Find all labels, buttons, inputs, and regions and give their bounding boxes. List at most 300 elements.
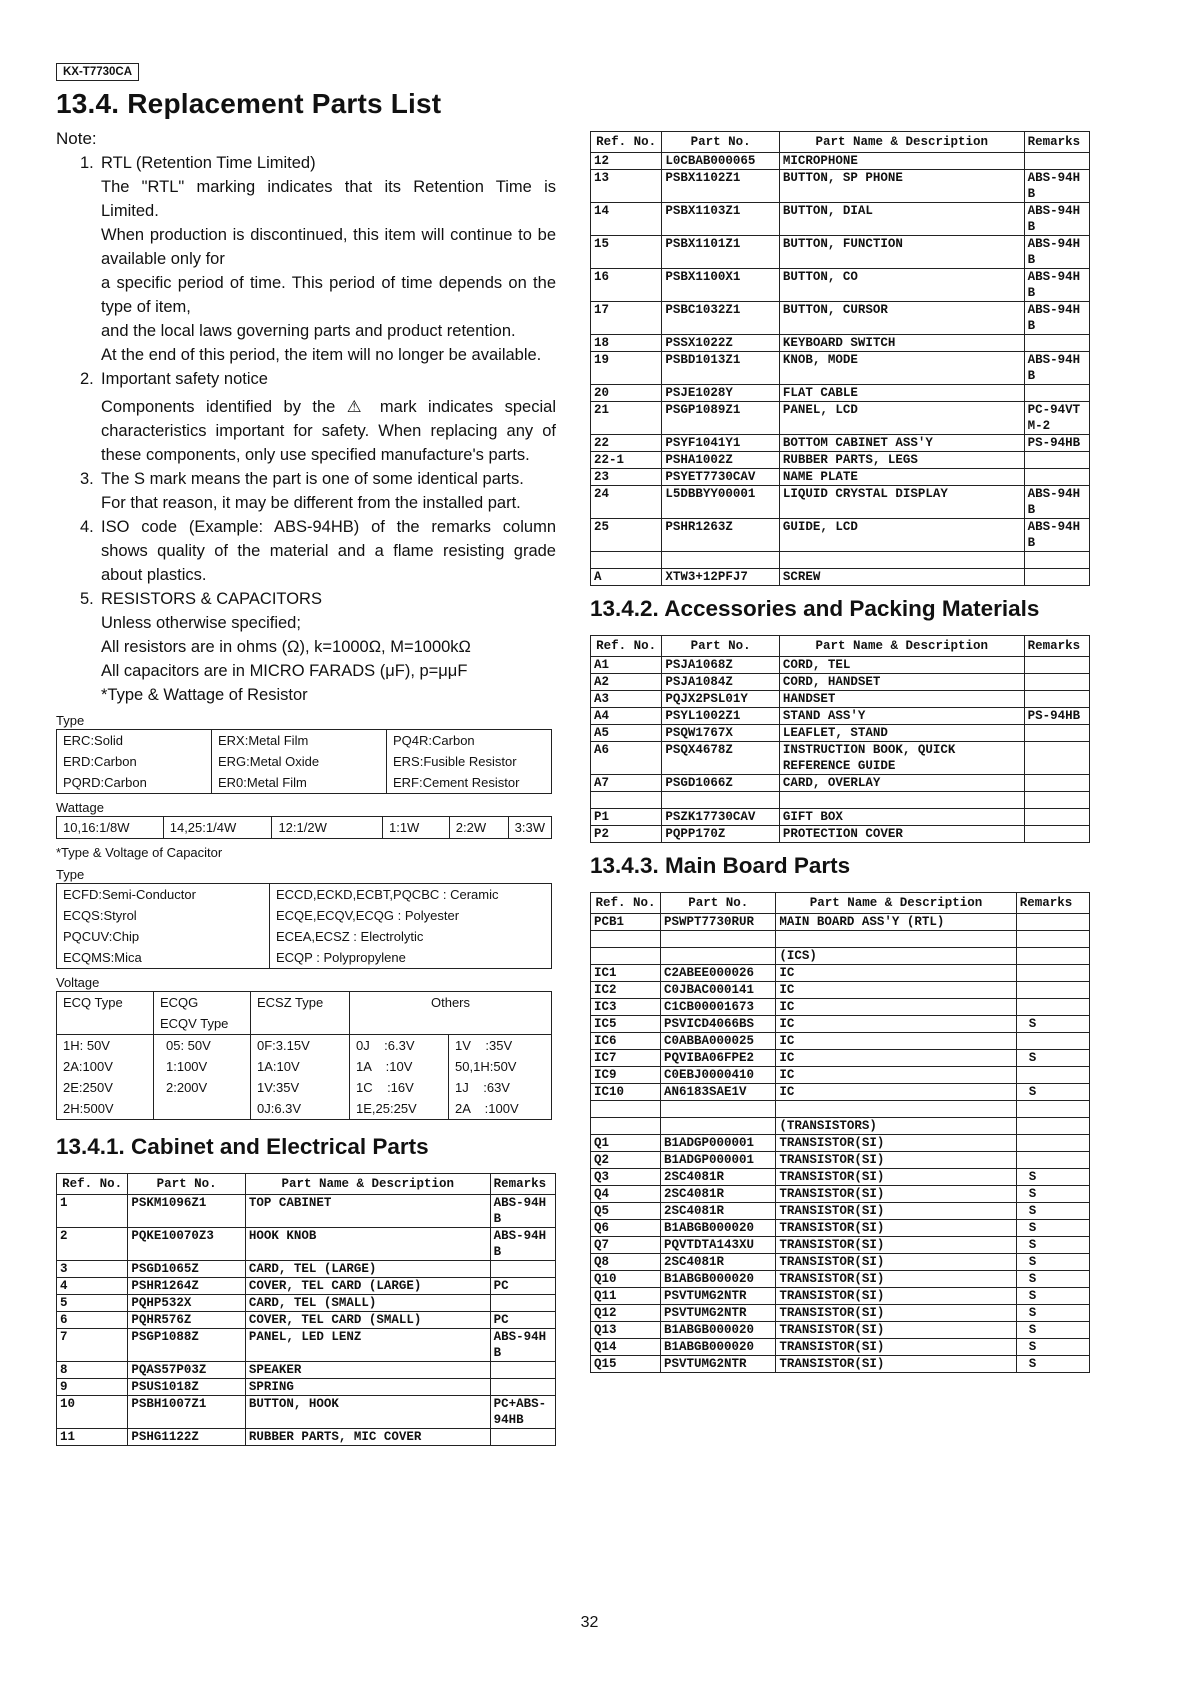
table-cell: A5 <box>591 725 662 742</box>
table-cell <box>591 792 662 809</box>
voltage-cell: 0F:3.15V <box>251 1035 350 1057</box>
table-row <box>591 931 1090 948</box>
table-row <box>591 170 1090 203</box>
table-cell: TRANSISTOR(SI) <box>776 1305 1016 1322</box>
column-header: Part Name & Description <box>245 1174 490 1195</box>
table-cell: L5DBBYY00001 <box>662 486 779 519</box>
model-tag: KX-T7730CA <box>56 63 139 81</box>
table-cell <box>1024 775 1089 792</box>
table-cell: MAIN BOARD ASS'Y (RTL) <box>776 914 1016 931</box>
table-row <box>591 914 1090 931</box>
column-header: Part No. <box>128 1174 245 1195</box>
table-cell: S <box>1016 1322 1089 1339</box>
cabinet-parts-table <box>56 1173 556 1446</box>
table-cell: KEYBOARD SWITCH <box>779 335 1024 352</box>
table-cell: PSGP1088Z <box>128 1329 245 1362</box>
table-cell: PQJX2PSL01Y <box>662 691 779 708</box>
legend-row <box>57 730 552 752</box>
table-cell: ABS-94HB <box>1024 269 1089 302</box>
table-cell <box>1024 569 1089 586</box>
table-cell <box>1016 1118 1089 1135</box>
table-cell: 18 <box>591 335 662 352</box>
table-header-row <box>591 636 1090 657</box>
table-cell: Q7 <box>591 1237 661 1254</box>
table-cell: PSGD1066Z <box>662 775 779 792</box>
table-cell <box>591 1118 661 1135</box>
table-cell: MICROPHONE <box>779 153 1024 170</box>
table-cell: A1 <box>591 657 662 674</box>
table-cell: BUTTON, CURSOR <box>779 302 1024 335</box>
table-cell: PS-94HB <box>1024 435 1089 452</box>
table-cell: PSJE1028Y <box>662 385 779 402</box>
table-row <box>591 1254 1090 1271</box>
page-number: 32 <box>580 1614 599 1631</box>
voltage-cell: 1V :35V <box>449 1035 552 1057</box>
column-header: Part Name & Description <box>779 132 1024 153</box>
note-paragraph: a specific period of time. This period of time depends on the type of item, <box>101 274 556 316</box>
table-cell: PSZK17730CAV <box>662 809 779 826</box>
table-cell <box>776 931 1016 948</box>
table-cell: 24 <box>591 486 662 519</box>
table-cell <box>1024 335 1089 352</box>
table-cell: SPEAKER <box>245 1362 490 1379</box>
voltage-cell: 1A :10V <box>350 1056 449 1077</box>
table-cell <box>1024 452 1089 469</box>
table-cell: TRANSISTOR(SI) <box>776 1356 1016 1373</box>
note-paragraph: The "RTL" marking indicates that its Retention Time is Limited. <box>101 178 556 220</box>
table-row <box>591 1016 1090 1033</box>
table-row <box>57 1295 556 1312</box>
note-item <box>56 515 556 587</box>
wattage-cell: 12:1/2W <box>272 817 383 839</box>
table-cell: B1ABGB000020 <box>661 1220 776 1237</box>
resistor-type-table <box>56 729 552 794</box>
table-row <box>591 402 1090 435</box>
note-item <box>56 587 556 707</box>
table-row <box>591 691 1090 708</box>
table-row <box>591 236 1090 269</box>
table-cell <box>779 552 1024 569</box>
table-cell: PQPP170Z <box>662 826 779 843</box>
resistor-wattage-label: Wattage <box>56 800 104 815</box>
table-cell: BUTTON, CO <box>779 269 1024 302</box>
table-cell: S <box>1016 1220 1089 1237</box>
mainboard-parts-table <box>590 892 1090 1373</box>
table-row <box>591 569 1090 586</box>
table-row <box>591 1305 1090 1322</box>
table-cell: IC <box>776 982 1016 999</box>
voltage-cell: 1:100V <box>154 1056 251 1077</box>
table-cell: Q10 <box>591 1271 661 1288</box>
table-cell: TRANSISTOR(SI) <box>776 1322 1016 1339</box>
table-row <box>57 1312 556 1329</box>
table-cell: S <box>1016 1050 1089 1067</box>
table-cell: CARD, TEL (SMALL) <box>245 1295 490 1312</box>
legend-cell: ECFD:Semi-Conductor <box>63 887 196 902</box>
table-cell: PSJA1084Z <box>662 674 779 691</box>
table-cell: PC+ABS-94HB <box>490 1396 555 1429</box>
table-row <box>591 742 1090 775</box>
table-cell: S <box>1016 1254 1089 1271</box>
table-cell: Q1 <box>591 1135 661 1152</box>
table-cell: PQHR576Z <box>128 1312 245 1329</box>
table-cell: 4 <box>57 1278 128 1295</box>
table-row <box>591 1356 1090 1373</box>
voltage-cell: 2H:500V <box>63 1101 114 1116</box>
note-paragraph: RTL (Retention Time Limited) <box>101 154 316 172</box>
table-cell: FLAT CABLE <box>779 385 1024 402</box>
table-cell <box>1024 469 1089 486</box>
table-cell: A <box>591 569 662 586</box>
table-row <box>591 469 1090 486</box>
table-cell: BOTTOM CABINET ASS'Y <box>779 435 1024 452</box>
table-cell: RUBBER PARTS, LEGS <box>779 452 1024 469</box>
legend-cell: ERG:Metal Oxide <box>212 751 387 772</box>
table-row <box>591 385 1090 402</box>
table-cell: PSYF1041Y1 <box>662 435 779 452</box>
table-cell: Q15 <box>591 1356 661 1373</box>
table-cell <box>662 792 779 809</box>
wattage-cell: 10,16:1/8W <box>57 817 164 839</box>
legend-row <box>57 905 552 926</box>
voltage-cell: 2A :100V <box>449 1098 552 1120</box>
column-header: Part No. <box>661 893 776 914</box>
legend-cell: PQ4R:Carbon <box>387 730 552 752</box>
table-cell: C1CB00001673 <box>661 999 776 1016</box>
table-cell: PSKM1096Z1 <box>128 1195 245 1228</box>
table-row <box>591 708 1090 725</box>
voltage-header <box>154 992 251 1035</box>
table-cell: GIFT BOX <box>779 809 1024 826</box>
table-cell: TOP CABINET <box>245 1195 490 1228</box>
table-cell: Q6 <box>591 1220 661 1237</box>
table-cell: 19 <box>591 352 662 385</box>
table-row <box>591 1084 1090 1101</box>
note-paragraph: The S mark means the part is one of some identical parts. <box>101 470 524 488</box>
table-cell: 2SC4081R <box>661 1254 776 1271</box>
table-row <box>591 1203 1090 1220</box>
table-row <box>591 1135 1090 1152</box>
table-cell: BUTTON, SP PHONE <box>779 170 1024 203</box>
table-cell: A7 <box>591 775 662 792</box>
table-cell: PS-94HB <box>1024 708 1089 725</box>
left-column <box>56 127 556 1446</box>
capacitor-voltage-label: Voltage <box>56 975 100 990</box>
note-item <box>56 467 556 515</box>
legend-cell: ERF:Cement Resistor <box>387 772 552 794</box>
table-row <box>591 674 1090 691</box>
table-cell <box>1024 742 1089 775</box>
legend-cell: ECQP : Polypropylene <box>270 947 552 969</box>
table-cell: AN6183SAE1V <box>661 1084 776 1101</box>
note-paragraph: Important safety notice <box>101 370 268 388</box>
table-cell: SPRING <box>245 1379 490 1396</box>
legend-cell: ECQS:Styrol <box>63 908 137 923</box>
legend-row <box>57 817 552 839</box>
table-row <box>57 1329 556 1362</box>
table-cell: C0JBAC000141 <box>661 982 776 999</box>
table-cell <box>1016 1033 1089 1050</box>
table-cell: PSQX4678Z <box>662 742 779 775</box>
table-row <box>591 948 1090 965</box>
table-cell: Q8 <box>591 1254 661 1271</box>
table-row <box>57 1396 556 1429</box>
table-row <box>591 1067 1090 1084</box>
table-row <box>591 486 1090 519</box>
table-row <box>591 435 1090 452</box>
note-item <box>56 367 556 467</box>
table-cell: PSVICD4066BS <box>661 1016 776 1033</box>
note-number: 1. <box>80 154 94 172</box>
table-cell <box>661 1118 776 1135</box>
table-row <box>591 999 1090 1016</box>
table-row <box>591 1237 1090 1254</box>
table-header-row <box>57 1174 556 1195</box>
table-cell: B1ADGP000001 <box>661 1152 776 1169</box>
table-cell: B1ADGP000001 <box>661 1135 776 1152</box>
table-cell <box>1016 914 1089 931</box>
note-item <box>56 151 556 367</box>
legend-cell: ECQE,ECQV,ECQG : Polyester <box>270 905 552 926</box>
table-cell: PQKE10070Z3 <box>128 1228 245 1261</box>
table-cell: PSYET7730CAV <box>662 469 779 486</box>
table-cell: L0CBAB000065 <box>662 153 779 170</box>
table-cell: ABS-94HB <box>490 1228 555 1261</box>
table-cell: XTW3+12PFJ7 <box>662 569 779 586</box>
table-cell: IC <box>776 1016 1016 1033</box>
table-cell: IC6 <box>591 1033 661 1050</box>
table-cell: Q13 <box>591 1322 661 1339</box>
table-cell: C0ABBA000025 <box>661 1033 776 1050</box>
table-cell <box>779 792 1024 809</box>
table-cell: IC <box>776 1050 1016 1067</box>
table-cell: TRANSISTOR(SI) <box>776 1288 1016 1305</box>
table-cell: PCB1 <box>591 914 661 931</box>
table-cell: PQVTDTA143XU <box>661 1237 776 1254</box>
table-row <box>591 452 1090 469</box>
table-cell: TRANSISTOR(SI) <box>776 1152 1016 1169</box>
note-paragraph: Components identified by the ⚠ mark indicates special characteristics important for safety. When replacing any of these components, only use specified manufacture's parts. <box>101 398 556 464</box>
table-cell: (TRANSISTORS) <box>776 1118 1016 1135</box>
table-cell: LEAFLET, STAND <box>779 725 1024 742</box>
table-cell: 17 <box>591 302 662 335</box>
note-paragraph: RESISTORS & CAPACITORS <box>101 590 322 608</box>
table-cell <box>776 1101 1016 1118</box>
table-cell: COVER, TEL CARD (LARGE) <box>245 1278 490 1295</box>
voltage-cell: 50,1H:50V <box>449 1056 552 1077</box>
table-cell <box>591 931 661 948</box>
table-cell: GUIDE, LCD <box>779 519 1024 552</box>
table-cell <box>1016 982 1089 999</box>
table-cell: C0EBJ0000410 <box>661 1067 776 1084</box>
table-cell <box>490 1379 555 1396</box>
table-cell: IC3 <box>591 999 661 1016</box>
table-cell: IC9 <box>591 1067 661 1084</box>
table-cell: 7 <box>57 1329 128 1362</box>
table-cell: B1ABGB000020 <box>661 1339 776 1356</box>
table-row <box>591 1322 1090 1339</box>
column-header: Remarks <box>1016 893 1089 914</box>
table-cell: PSHR1263Z <box>662 519 779 552</box>
table-cell: PQAS57P03Z <box>128 1362 245 1379</box>
capacitor-type-table <box>56 883 552 969</box>
table-cell: ABS-94HB <box>1024 203 1089 236</box>
table-cell: 6 <box>57 1312 128 1329</box>
table-cell: PSHG1122Z <box>128 1429 245 1446</box>
table-cell: 10 <box>57 1396 128 1429</box>
note-paragraph: Unless otherwise specified; <box>101 614 301 632</box>
table-cell: PSBC1032Z1 <box>662 302 779 335</box>
table-cell: TRANSISTOR(SI) <box>776 1186 1016 1203</box>
table-cell <box>661 1101 776 1118</box>
table-cell: STAND ASS'Y <box>779 708 1024 725</box>
note-paragraph: For that reason, it may be different from the installed part. <box>101 494 521 512</box>
table-header-row <box>591 132 1090 153</box>
column-header: Remarks <box>1024 636 1089 657</box>
table-cell: PSGD1065Z <box>128 1261 245 1278</box>
table-row <box>57 1379 556 1396</box>
table-cell: 1 <box>57 1195 128 1228</box>
table-cell: S <box>1016 1305 1089 1322</box>
table-cell <box>1016 1152 1089 1169</box>
table-cell: NAME PLATE <box>779 469 1024 486</box>
table-cell: 9 <box>57 1379 128 1396</box>
table-cell: PSBD1013Z1 <box>662 352 779 385</box>
table-cell: S <box>1016 1016 1089 1033</box>
table-cell: IC <box>776 1033 1016 1050</box>
table-cell: ABS-94HB <box>490 1195 555 1228</box>
table-cell <box>1016 1101 1089 1118</box>
table-row <box>591 1288 1090 1305</box>
table-row <box>57 1429 556 1446</box>
voltage-cell: 1C :16V <box>350 1077 449 1098</box>
table-row <box>591 519 1090 552</box>
table-cell: 21 <box>591 402 662 435</box>
table-cell: LIQUID CRYSTAL DISPLAY <box>779 486 1024 519</box>
table-cell <box>1024 826 1089 843</box>
note-paragraph: At the end of this period, the item will no longer be available. <box>101 346 542 364</box>
table-cell: PSHR1264Z <box>128 1278 245 1295</box>
table-cell: RUBBER PARTS, MIC COVER <box>245 1429 490 1446</box>
table-cell: PANEL, LCD <box>779 402 1024 435</box>
table-cell: (ICS) <box>776 948 1016 965</box>
voltage-cell: 1A:10V <box>251 1056 350 1077</box>
table-cell: IC7 <box>591 1050 661 1067</box>
voltage-row <box>57 1077 552 1098</box>
table-cell: PSVTUMG2NTR <box>661 1305 776 1322</box>
table-cell: IC10 <box>591 1084 661 1101</box>
table-row <box>591 1152 1090 1169</box>
table-cell: HOOK KNOB <box>245 1228 490 1261</box>
column-header: Remarks <box>1024 132 1089 153</box>
table-cell: 13 <box>591 170 662 203</box>
table-row <box>57 1261 556 1278</box>
voltage-cell: 1E,25:25V <box>350 1098 449 1120</box>
voltage-header-line: ECQV Type <box>160 1016 229 1031</box>
table-cell: ABS-94HB <box>490 1329 555 1362</box>
legend-cell: ERC:Solid <box>63 733 123 748</box>
table-row <box>57 1362 556 1379</box>
table-cell <box>1024 657 1089 674</box>
table-cell: CORD, TEL <box>779 657 1024 674</box>
table-header-row <box>591 893 1090 914</box>
table-cell: 2 <box>57 1228 128 1261</box>
voltage-cell <box>154 1098 251 1120</box>
table-cell: PQVIBA06FPE2 <box>661 1050 776 1067</box>
table-row <box>591 335 1090 352</box>
legend-cell: ECQMS:Mica <box>63 950 142 965</box>
legend-cell: ECEA,ECSZ : Electrolytic <box>270 926 552 947</box>
table-cell: S <box>1016 1288 1089 1305</box>
legend-cell: ERD:Carbon <box>63 754 137 769</box>
table-cell: PC <box>490 1312 555 1329</box>
table-cell <box>1024 691 1089 708</box>
table-cell <box>661 948 776 965</box>
table-cell: INSTRUCTION BOOK, QUICK REFERENCE GUIDE <box>779 742 1024 775</box>
cabinet-parts-table-continued <box>590 131 1090 586</box>
table-cell: PSVTUMG2NTR <box>661 1356 776 1373</box>
table-cell: HANDSET <box>779 691 1024 708</box>
voltage-cell: 05: 50V <box>154 1035 251 1057</box>
table-cell: 8 <box>57 1362 128 1379</box>
legend-row <box>57 751 552 772</box>
table-cell: PSBX1100X1 <box>662 269 779 302</box>
table-cell: TRANSISTOR(SI) <box>776 1220 1016 1237</box>
table-row <box>591 352 1090 385</box>
table-cell: P1 <box>591 809 662 826</box>
table-row <box>591 1271 1090 1288</box>
table-cell: BUTTON, DIAL <box>779 203 1024 236</box>
table-row <box>57 1228 556 1261</box>
table-cell: KNOB, MODE <box>779 352 1024 385</box>
capacitor-type-label: Type <box>56 867 85 882</box>
table-cell: S <box>1016 1237 1089 1254</box>
column-header: Remarks <box>490 1174 555 1195</box>
accessories-section-title: 13.4.2. Accessories and Packing Materials <box>590 596 1040 621</box>
note-number: 2. <box>80 370 94 388</box>
table-cell: IC <box>776 1084 1016 1101</box>
table-row <box>591 826 1090 843</box>
table-cell: TRANSISTOR(SI) <box>776 1169 1016 1186</box>
table-cell: IC1 <box>591 965 661 982</box>
table-cell: PSSX1022Z <box>662 335 779 352</box>
table-cell: PSUS1018Z <box>128 1379 245 1396</box>
table-cell: Q12 <box>591 1305 661 1322</box>
table-row <box>591 153 1090 170</box>
table-row <box>591 552 1090 569</box>
voltage-header: ECSZ Type <box>251 992 350 1035</box>
capacitor-heading: *Type & Voltage of Capacitor <box>56 845 223 860</box>
voltage-header-row <box>57 992 552 1035</box>
table-cell <box>490 1429 555 1446</box>
table-cell: 12 <box>591 153 662 170</box>
note-paragraph: *Type & Wattage of Resistor <box>101 686 308 704</box>
table-cell: Q5 <box>591 1203 661 1220</box>
table-cell: COVER, TEL CARD (SMALL) <box>245 1312 490 1329</box>
table-cell: IC2 <box>591 982 661 999</box>
table-cell: 14 <box>591 203 662 236</box>
legend-cell: ERS:Fusible Resistor <box>387 751 552 772</box>
note-number: 5. <box>80 590 94 608</box>
table-cell: 2SC4081R <box>661 1169 776 1186</box>
table-cell <box>1024 792 1089 809</box>
note-title: Note: <box>56 129 97 148</box>
table-cell <box>591 948 661 965</box>
table-cell: 11 <box>57 1429 128 1446</box>
table-cell <box>591 552 662 569</box>
table-cell: PSJA1068Z <box>662 657 779 674</box>
voltage-cell: 1V:35V <box>251 1077 350 1098</box>
